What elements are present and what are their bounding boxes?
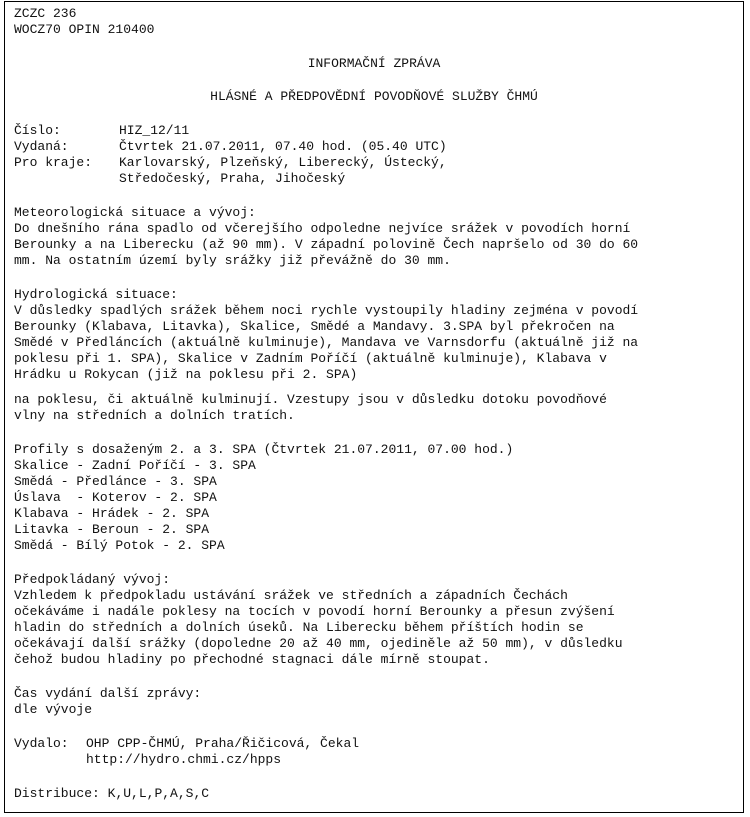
hydro-text-line: vlny na středních a dolních tratích. [14, 408, 295, 423]
bulletin-document [4, 1, 744, 813]
hydro-text-line: Smědé v Předláncích (aktuálně kulminuje), Mandava ve Varnsdorfu (aktuálně již na [14, 335, 639, 350]
vydana-value: Čtvrtek 21.07.2011, 07.40 hod. (05.40 UTC) [119, 139, 447, 154]
meta-kraje-cont [14, 171, 345, 187]
hydro-text-line: na poklesu, či aktuálně kulminují. Vzestupy jsou v důsledku dotoku povodňové [14, 392, 607, 407]
hydro-text-line: Hrádku u Rokycan (již na poklesu při 2. SPA) [14, 367, 358, 382]
vydalo-url-line [14, 752, 281, 768]
vyvoj-text-line: očekáváme i nadále poklesy na tocích v povodí horní Berounky a přesun zvýšení [14, 604, 615, 619]
meteo-text-line: Berounky a na Liberecku (až 90 mm). V západní polovině Čech napršelo od 30 do 60 [14, 237, 639, 252]
document-title: INFORMAČNÍ ZPRÁVA [307, 56, 441, 71]
vydalo-value: OHP CPP-ČHMÚ, Praha/Řičicová, Čekal [86, 736, 360, 751]
profil-item: Úslava - Koterov - 2. SPA [14, 490, 217, 505]
document-subtitle: HLÁSNÉ A PŘEDPOVĚDNÍ POVODŇOVÉ SLUŽBY ČHMÚ [210, 89, 538, 104]
dalsi-zprava-heading: Čas vydání další zprávy: [14, 686, 202, 701]
hydro-text-line: Berounky (Klabava, Litavka), Skalice, Smědé a Mandavy. 3.SPA byl překročen na [14, 319, 615, 334]
profil-item: Litavka - Beroun - 2. SPA [14, 522, 210, 537]
profil-item: Smědá - Bílý Potok - 2. SPA [14, 538, 225, 553]
meta-kraje [14, 155, 447, 171]
dalsi-zprava-value: dle vývoje [14, 702, 93, 717]
header-id-line: WOCZ70 OPIN 210400 [14, 22, 155, 37]
distribuce-value: K,U,L,P,A,S,C [107, 786, 210, 801]
meteo-text-line: Do dnešního rána spadlo od včerejšího odpoledne nejvíce srážek v povodích horní [14, 221, 631, 236]
hydro-text-line: V důsledky spadlých srážek během noci rychle vystoupily hladiny zejména v povodí [14, 303, 639, 318]
cislo-label: Číslo: [14, 123, 61, 138]
header-code-line: ZCZC 236 [14, 6, 77, 21]
vyvoj-text-line: čehož budou hladiny po přechodné stagnaci dále mírně stoupat. [14, 652, 490, 667]
hydro-heading: Hydrologická situace: [14, 287, 178, 302]
cislo-value: HIZ_12/11 [119, 123, 190, 138]
vydana-label: Vydaná: [14, 139, 69, 154]
profil-item: Skalice - Zadní Poříčí - 3. SPA [14, 458, 256, 473]
profil-item: Klabava - Hrádek - 2. SPA [14, 506, 210, 521]
meteo-heading: Meteorologická situace a vývoj: [14, 205, 256, 220]
vyvoj-text-line: hladin do středních a dolních úseků. Na Liberecku během příštích hodin se [14, 620, 584, 635]
profil-item: Smědá - Předlánce - 3. SPA [14, 474, 217, 489]
profily-heading: Profily s dosaženým 2. a 3. SPA (Čtvrtek 21.07.2011, 07.00 hod.) [14, 442, 514, 457]
meta-vydana [14, 139, 447, 155]
vyvoj-heading: Předpokládaný vývoj: [14, 572, 171, 587]
hydro-text-line: poklesu při 1. SPA), Skalice v Zadním Poříčí (aktuálně kulminuje), Klabava v [14, 351, 607, 366]
kraje-label: Pro kraje: [14, 155, 93, 170]
meta-cislo [14, 123, 189, 139]
vydalo-url: http://hydro.chmi.cz/hpps [86, 752, 282, 767]
vydalo-label: Vydalo: [14, 736, 69, 751]
kraje-value-line2: Středočeský, Praha, Jihočeský [119, 171, 346, 186]
vyvoj-text-line: Vzhledem k předpokladu ustávání srážek ve středních a západních Čechách [14, 588, 568, 603]
vyvoj-text-line: očekávají další srážky (dopoledne 20 až 40 mm, ojediněle až 50 mm), v důsledku [14, 636, 623, 651]
distribuce-line [14, 786, 209, 802]
kraje-value-line1: Karlovarský, Plzeňský, Liberecký, Ústecký, [119, 155, 447, 170]
meteo-text-line: mm. Na ostatním území byly srážky již převážně do 30 mm. [14, 253, 451, 268]
vydalo-line [14, 736, 359, 752]
distribuce-label: Distribuce: [14, 786, 100, 801]
